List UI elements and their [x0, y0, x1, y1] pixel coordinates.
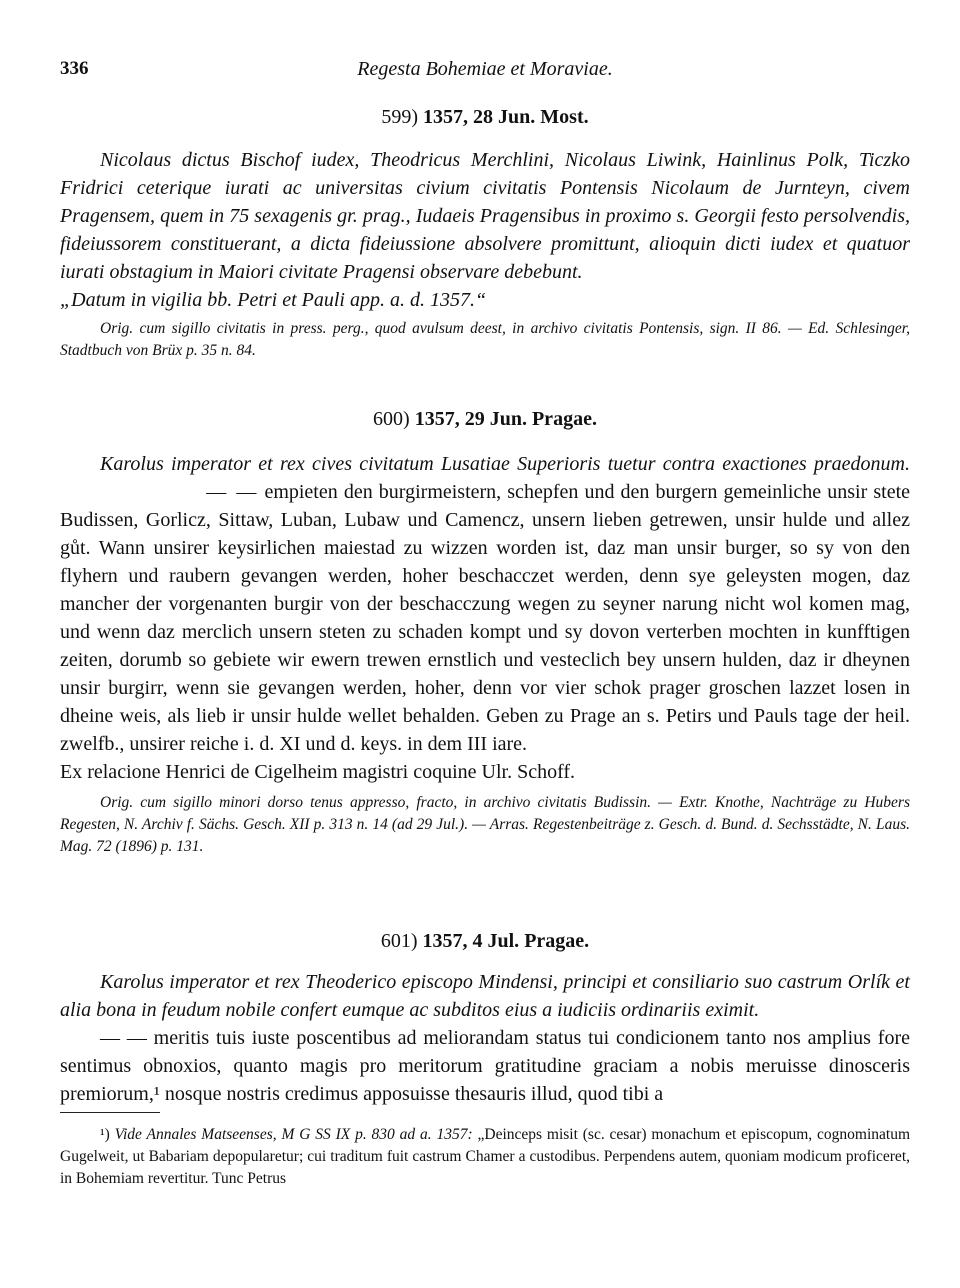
entry-place: Most. — [540, 106, 589, 128]
source-note: Orig. cum sigillo civitatis in press. perg., quod avulsum deest, in archivo civitatis Pontensis, sign. II 86. — Ed. Schlesinger, Stadtbuch von Brüx p. 35 n. 84. — [60, 320, 910, 359]
entry-600-body — [60, 450, 910, 858]
regest — [60, 450, 910, 758]
entry-date: 1357, 28 Jun. — [423, 106, 536, 128]
entry-place: Pragae. — [531, 408, 597, 430]
entry-heading-600 — [60, 406, 910, 432]
entry-number: 600) — [373, 408, 410, 430]
entry-date: 1357, 29 Jun. — [414, 408, 527, 430]
running-title: Regesta Bohemiae et Moraviae. — [357, 58, 613, 80]
footnote-rule — [60, 1112, 160, 1113]
omission-dash: — — — [206, 481, 259, 503]
page-number: 336 — [60, 58, 89, 79]
entry-601-body — [60, 968, 910, 1108]
entry-place: Pragae. — [524, 930, 590, 952]
regest: Karolus imperator et rex Theoderico episcopo Mindensi, principi et consiliario suo castrum Orlík et alia bona in feudum nobile confert eumque ac subditos eius a iudiciis ordinariis eximit. — [60, 971, 910, 1021]
regest: Nicolaus dictus Bischof iudex, Theodricus Merchlini, Nicolaus Liwink, Hainlinus Polk, Ticzko Fridrici ceterique iurati ac universitas civium civitatis Pontensis Nicolaum de Jurnteyn, civem Pragensem, quem in 75 sexagenis gr. prag., Iudaeis Pragensibus in proximo s. Georgii festo persolvendis, fideiussorem constituerant, a dicta fideiussione absolvere promittunt, alioquin dicti iudex et quatuor iurati obstagium in Maiori civitate Pragensi observare debebunt. — [60, 149, 910, 283]
document-text: — — meritis tuis iuste poscentibus ad meliorandam status tui condicionem tanto nos amplius fore sentimus obnoxios, quanto magis pro meritorum gratitudine graciam a nobis meruisse dinosceris premiorum,¹ nosque nostris credimus apposuisse thesauris illud, quod tibi a — [60, 1027, 910, 1105]
footnote-text: „Deinceps misit (sc. cesar) monachum et episcopum, cognominatum Gugelweit, ut Babariam depopularetur; cui traditum fuit castrum Chamer a custodibus. Perpendens autem, quoniam modicum proficeret, in Bohemiam revertitur. Tunc Petrus — [60, 1126, 911, 1187]
footnote-source: Vide Annales Matseenses, M G SS IX p. 830 ad a. 1357: — [114, 1126, 473, 1143]
entry-heading-601 — [60, 928, 910, 954]
dating-clause: „Datum in vigilia bb. Petri et Pauli app. a. d. 1357.“ — [60, 289, 487, 311]
entry-number: 599) — [381, 106, 419, 128]
entry-date: 1357, 4 Jul. — [422, 930, 520, 952]
document-text: empieten den burgirmeistern, schepfen und den burgern gemeinliche unsir stete Budissen, Gorlicz, Sittaw, Luban, Lubaw und Camencz, unsern lieben getrewen, unsir hulde und allez gůt. Wann unsirer keysirlichen maiestad zu wizzen worden ist, daz man unsir burger, so sy von den flyhern und raubern gevangen werden, hoher beschacczet werden, denn sye geleysten mogen, daz mancher der vorgenanten burgir von der beschacczung wegen zu seyner narung nicht wol komen mag, und wenn daz merclich unsern steten zu schaden kompt und sy dovon verterben mochten in kunfftigen zeiten, dorumb so gebiete wir ewern trewen ernstlich und vesteclich bey unsern hulden, daz ir dheynen unsir burgirr, wenn sie gevangen werden, hoher, denn vor vier schok prager groschen lazzet losen in dheine weis, als lieb ir unsir hulde wellet behalden. Geben zu Prage an s. Petirs und Pauls tage der heil. zwelfb., unsirer reiche i. d. XI und d. keys. in dem III iare. — [60, 481, 911, 755]
entry-599-body — [60, 146, 910, 362]
entry-number: 601) — [380, 930, 418, 952]
running-head — [60, 58, 910, 84]
footnote — [60, 1124, 910, 1190]
entry-heading-599 — [60, 104, 910, 130]
relation-note: Ex relacione Henrici de Cigelheim magistri coquine Ulr. Schoff. — [60, 761, 576, 783]
regest-text: Karolus imperator et rex cives civitatum Lusatiae Superioris tuetur contra exactiones praedonum. — [100, 453, 910, 475]
footnote-marker: ¹) — [100, 1126, 110, 1143]
source-note: Orig. cum sigillo minori dorso tenus appresso, fracto, in archivo civitatis Budissin. — Extr. Knothe, Nachträge zu Hubers Regesten, N. Archiv f. Sächs. Gesch. XII p. 313 n. 14 (ad 29 Jul.). — Arras. Regestenbeiträge z. Gesch. d. Bund. d. Sechsstädte, N. Laus. Mag. 72 (1896) p. 131. — [60, 794, 910, 855]
